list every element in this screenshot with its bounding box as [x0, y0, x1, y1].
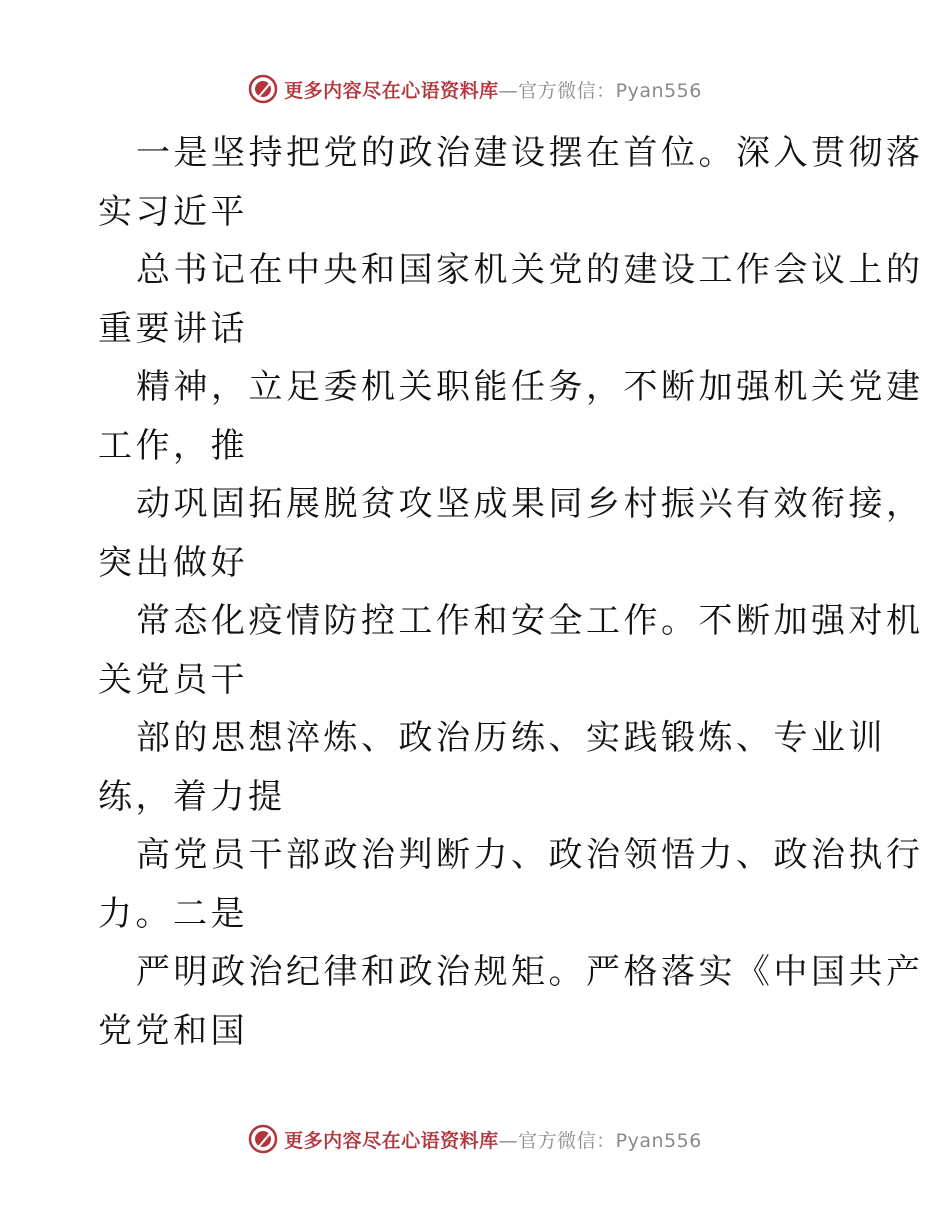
- footer-banner-text: 更多内容尽在心语资料库: [284, 1129, 499, 1152]
- text-line: 工作，推: [98, 425, 248, 466]
- header-banner-wechat: 官方微信：Pyan556: [518, 79, 702, 102]
- text-line: 总书记在中央和国家机关党的建设工作会议上的: [136, 250, 924, 290]
- text-line: 实习近平: [98, 191, 248, 232]
- text-line: 部的思想淬炼、政治历练、实践锻炼、专业训: [136, 718, 886, 758]
- text-line: 常态化疫情防控工作和安全工作。不断加强对机: [136, 601, 924, 641]
- pen-circle-icon: [248, 1124, 278, 1154]
- document-body: [98, 124, 924, 1060]
- text-line: 党党和国: [98, 1010, 248, 1051]
- text-line: 突出做好: [98, 542, 248, 583]
- text-line: 力。二是: [98, 893, 248, 934]
- footer-banner-separator: —: [498, 1129, 519, 1152]
- text-line: 关党员干: [98, 659, 248, 700]
- text-line: 动巩固拓展脱贫攻坚成果同乡村振兴有效衔接，: [136, 484, 924, 524]
- header-banner-separator: —: [498, 79, 519, 102]
- text-line: 一是坚持把党的政治建设摆在首位。深入贯彻落: [136, 133, 924, 173]
- footer-banner: [0, 1122, 950, 1156]
- text-line: 精神，立足委机关职能任务，不断加强机关党建: [136, 367, 924, 407]
- text-line: 严明政治纪律和政治规矩。严格落实《中国共产: [136, 952, 924, 992]
- pen-circle-icon: [248, 74, 278, 104]
- header-banner-text: 更多内容尽在心语资料库: [284, 79, 499, 102]
- text-line: 练，着力提: [98, 776, 286, 817]
- header-banner: [0, 72, 950, 106]
- text-line: 重要讲话: [98, 308, 248, 349]
- footer-banner-wechat: 官方微信：Pyan556: [518, 1129, 702, 1152]
- text-line: 高党员干部政治判断力、政治领悟力、政治执行: [136, 835, 924, 875]
